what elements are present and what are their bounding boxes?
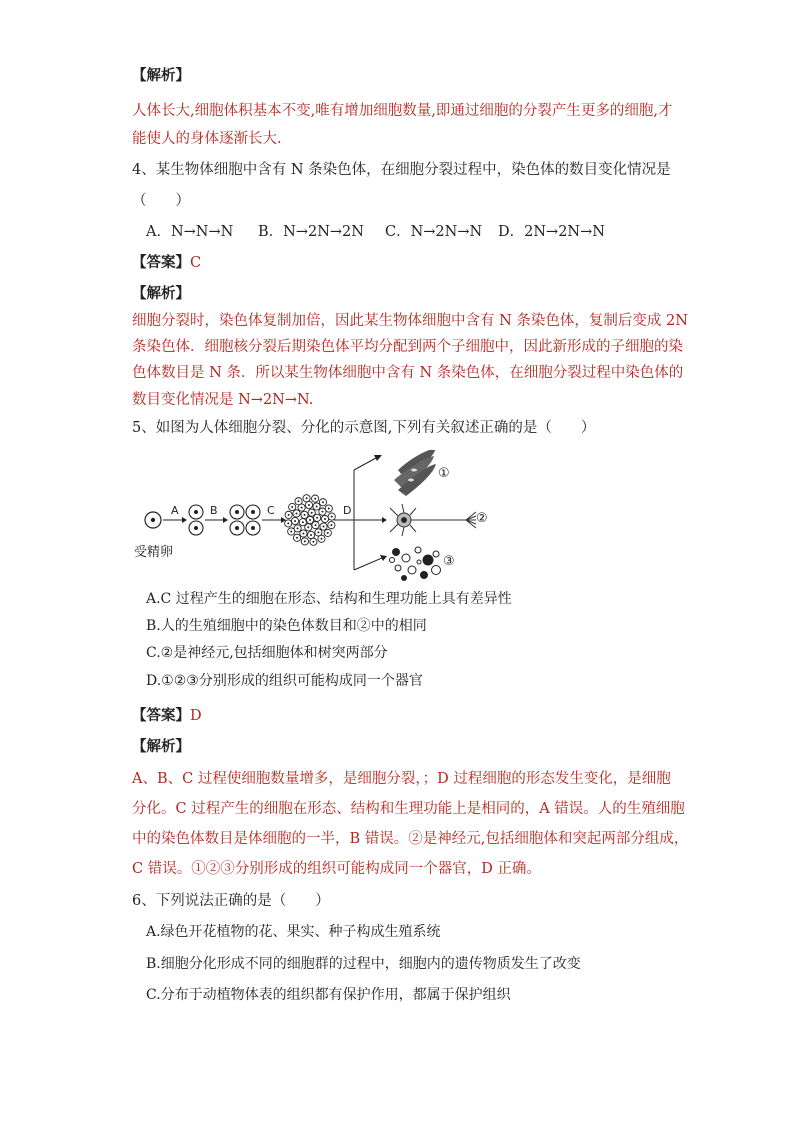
- analysis-text-line: 中的染色体数目是体细胞的一半，B 错误。②是神经元,包括细胞体和突起两部分组成，: [132, 831, 689, 847]
- fertilized-egg-icon: [145, 512, 161, 528]
- two-cell-stage-icon: [189, 505, 203, 535]
- result-label-1: ①: [438, 466, 450, 481]
- question-4-stem: 4、某生物体细胞中含有 N 条染色体，在细胞分裂过程中，染色体的数目变化情况是: [132, 162, 671, 178]
- question-4-answer: [132, 253, 201, 273]
- blood-cells-icon: [390, 547, 441, 581]
- analysis-tag: 【解析】: [132, 285, 190, 302]
- question-6-option-b: B.细胞分化形成不同的细胞群的过程中，细胞内的遗传物质发生了改变: [146, 956, 581, 972]
- step-label-d: D: [343, 504, 352, 517]
- question-5-option-d: D.①②③分别形成的组织可能构成同一个器官: [146, 673, 423, 689]
- analysis-tag: 【解析】: [132, 738, 190, 755]
- analysis-text-line: 色体数目是 N 条．所以某生物体细胞中含有 N 条染色体，在细胞分裂过程中染色体的: [132, 365, 684, 381]
- result-label-2: ②: [476, 511, 488, 526]
- step-label-b: B: [210, 504, 218, 517]
- analysis-text-line: 能使人的身体逐渐长大.: [132, 131, 282, 147]
- fertilized-egg-label: 受精卵: [134, 545, 174, 560]
- step-label-a: A: [171, 504, 179, 517]
- analysis-text-line: 条染色体．细胞核分裂后期染色体平均分配到两个子细胞中，因此新形成的子细胞的染: [132, 339, 683, 355]
- question-6-stem: 6、下列说法正确的是（ ）: [132, 893, 330, 909]
- step-label-c: C: [267, 504, 275, 517]
- cell-cluster-icon: [285, 495, 336, 546]
- four-cell-stage-icon: [230, 505, 260, 535]
- question-4-option-a: A．N→N→N: [146, 224, 234, 240]
- answer-value: D: [190, 708, 202, 724]
- question-4-option-c: C．N→2N→N: [385, 224, 483, 240]
- question-4-stem-bracket: （ ）: [132, 193, 190, 209]
- analysis-text-line: C 错误。①②③分别形成的组织可能构成同一个器官，D 正确。: [132, 861, 541, 877]
- answer-tag: 【答案】: [132, 707, 190, 724]
- analysis-text-line: 人体长大,细胞体积基本不变,唯有增加细胞数量,即通过细胞的分裂产生更多的细胞,才: [132, 103, 673, 119]
- question-5-option-a: A.C 过程产生的细胞在形态、结构和生理功能上具有差异性: [146, 591, 512, 607]
- cell-division-diagram: [136, 450, 516, 585]
- muscle-cells-icon: [394, 450, 436, 496]
- question-5-option-b: B.人的生殖细胞中的染色体数目和②中的相同: [146, 618, 427, 634]
- result-label-3: ③: [443, 554, 455, 569]
- analysis-text-line: 分化。C 过程产生的细胞在形态、结构和生理功能上是相同的，A 错误。人的生殖细胞: [132, 801, 685, 817]
- neuron-icon: [390, 504, 476, 536]
- analysis-text-line: 数目变化情况是 N→2N→N.: [132, 392, 314, 408]
- question-5-answer: [132, 706, 202, 726]
- question-5-option-c: C.②是神经元,包括细胞体和树突两部分: [146, 645, 388, 661]
- question-4-option-b: B．N→2N→2N: [258, 224, 364, 240]
- analysis-text-line: 细胞分裂时，染色体复制加倍，因此某生物体细胞中含有 N 条染色体，复制后变成 2N: [132, 313, 688, 329]
- question-6-option-c: C.分布于动植物体表的组织都有保护作用，都属于保护组织: [146, 987, 511, 1003]
- question-6-option-a: A.绿色开花植物的花、果实、种子构成生殖系统: [146, 924, 441, 940]
- answer-tag: 【答案】: [132, 254, 190, 271]
- analysis-text-line: A、B、C 过程使细胞数量增多，是细胞分裂，；D 过程细胞的形态发生变化，是细胞: [132, 771, 671, 787]
- analysis-tag: 【解析】: [132, 67, 190, 84]
- answer-value: C: [190, 255, 202, 271]
- question-4-option-d: D．2N→2N→N: [498, 224, 605, 240]
- question-5-stem: 5、如图为人体细胞分裂、分化的示意图,下列有关叙述正确的是（ ）: [132, 420, 596, 436]
